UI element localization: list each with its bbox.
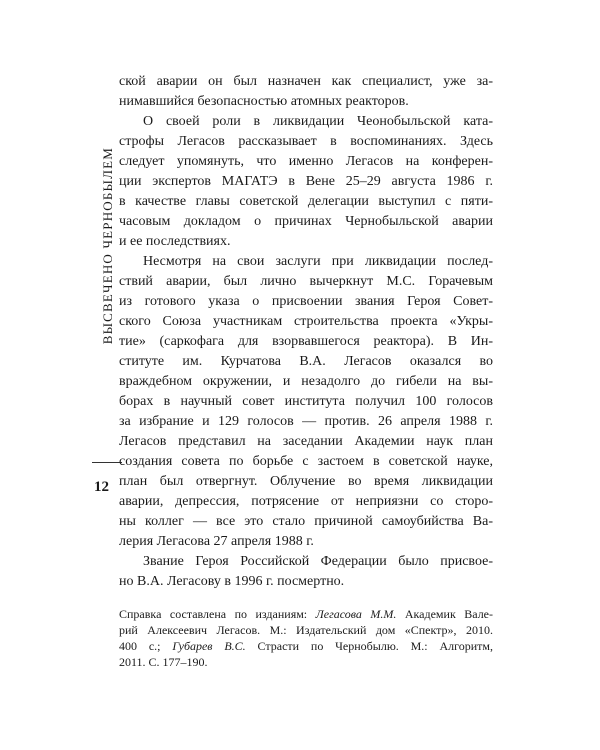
footnote-author: Легасова М.М. xyxy=(315,607,397,621)
footnote-line: 2011. С. 177–190. xyxy=(119,655,208,669)
text-line: тие» (саркофага для взорвавшегося реактора). В Ин- xyxy=(119,334,493,349)
footnote xyxy=(119,606,493,670)
footnote-line: рий Алексеевич Легасов. М.: Издательский дом «Спектр», 2010. xyxy=(119,623,493,637)
paragraph xyxy=(119,112,493,252)
text-line: создания совета по борьбе с застоем в советской науке, xyxy=(119,454,493,469)
footnote-line xyxy=(119,606,493,622)
text-line: ского Союза участникам строительства проекта «Укры- xyxy=(119,314,493,329)
text-line: за избрание и 129 голосов — против. 26 апреля 1988 г. xyxy=(119,414,493,429)
text-line: план был отвергнут. Облучение во время ликвидации xyxy=(119,474,493,489)
body-text xyxy=(119,72,493,670)
text-line: но В.А. Легасову в 1996 г. посмертно. xyxy=(119,574,345,589)
text-line: ской аварии он был назначен как специалист, уже за- xyxy=(119,74,493,89)
text-line: строфы Легасов рассказывает в воспоминаниях. Здесь xyxy=(119,134,493,149)
paragraph xyxy=(119,552,493,592)
text-line: следует упомянуть, что именно Легасов на конферен- xyxy=(119,154,493,169)
text-line: часовым докладом о причинах Чернобыльской аварии xyxy=(119,214,493,229)
running-head-rule xyxy=(92,462,122,463)
text-line: и ее последствиях. xyxy=(119,234,231,249)
text-line: Звание Героя Российской Федерации было присвое- xyxy=(143,554,493,569)
paragraph xyxy=(119,72,493,112)
footnote-author: Губарев В.С. xyxy=(172,639,246,653)
running-head-vertical: ВЫСВЕЧЕНО ЧЕРНОБЫЛЕМ xyxy=(100,147,115,345)
text-line: лерия Легасова 27 апреля 1988 г. xyxy=(119,534,314,549)
footnote-text: Академик Вале- xyxy=(396,607,494,621)
text-line: в качестве главы советской делегации выступил с пяти- xyxy=(119,194,493,209)
text-line: ституте им. Курчатова В.А. Легасов оказался во xyxy=(119,354,493,369)
text-line: О своей роли в ликвидации Чеонобыльской ката- xyxy=(143,114,493,129)
footnote-line xyxy=(119,638,493,654)
text-line: Легасов представил на заседании Академии наук план xyxy=(119,434,493,449)
footnote-text: 400 с.; xyxy=(119,639,173,653)
text-line: враждебном окружении, и незадолго до гибели на вы- xyxy=(119,374,493,389)
text-line: борах в научный совет института получил 100 голосов xyxy=(119,394,493,409)
text-line: ны коллег — все это стало причиной самоубийства Ва- xyxy=(119,514,493,529)
text-line: Несмотря на свои заслуги при ликвидации послед- xyxy=(143,254,493,269)
paragraph xyxy=(119,252,493,552)
footnote-text: Справка составлена по изданиям: xyxy=(119,607,316,621)
page-number: 12 xyxy=(94,479,109,495)
text-line: нимавшийся безопасностью атомных реакторов. xyxy=(119,94,409,109)
text-line: ствий аварии, был лично вычеркнут М.С. Горачевым xyxy=(119,274,493,289)
footnote-text: Страсти по Чернобылю. М.: Алгоритм, xyxy=(245,639,493,653)
text-line: ции экспертов МАГАТЭ в Вене 25–29 августа 1986 г. xyxy=(119,174,493,189)
text-line: из готового указа о присвоении звания Героя Совет- xyxy=(119,294,493,309)
text-line: аварии, депрессия, потрясение от неприязни со сторо- xyxy=(119,494,493,509)
